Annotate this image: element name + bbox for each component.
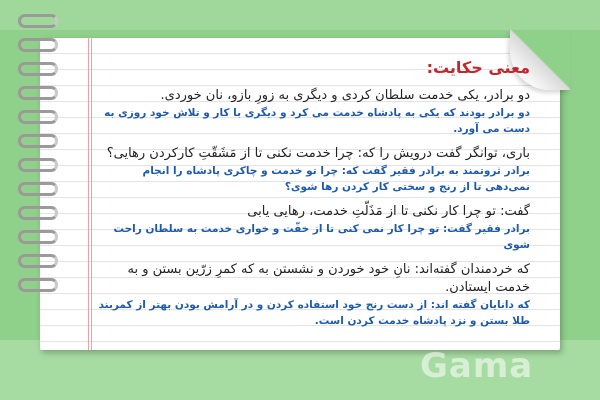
story-line-4: که خردمندان گفته‌اند: نانِ خود خوردن و نشستن به که کمرِ زرّین بستن و به خدمت ایستادن.: [127, 262, 530, 295]
page-title: معنی حکایت:: [426, 58, 530, 77]
gama-watermark-logo: Gama: [420, 346, 534, 386]
spiral-binding: [18, 10, 58, 310]
spiral-ring: [18, 206, 58, 220]
story-line-1: دو برادر، یکی خدمت سلطان کردی و دیگری به زورِ بازو، نان خوردی.: [160, 88, 530, 103]
meaning-line-4: که دانایان گفته اند: از دست رنج خود استفاده کردن و در آرامش بودن بهتر از کمربند طلا بستن و نزد پادشاه خدمت کردن است.: [98, 299, 530, 327]
meaning-line-2: برادر ثروتمند به برادر فقیر گفت که: چرا تو خدمت و چاکری پادشاه را انجام نمی‌دهی تا از رنج و سختی کار کردن رها شوی؟: [142, 165, 530, 193]
spiral-ring: [18, 230, 58, 244]
background-top-stripe: [0, 0, 600, 30]
spiral-ring: [18, 38, 58, 52]
spiral-ring: [18, 110, 58, 124]
meaning-line-3: برادر فقیر گفت: تو چرا کار نمی کنی تا از خفّت و خواری خدمت به سلطان راحت شوی: [113, 223, 530, 251]
margin-line: [88, 38, 89, 350]
spiral-ring: [18, 86, 58, 100]
spiral-ring: [18, 182, 58, 196]
spiral-ring: [18, 134, 58, 148]
spiral-ring: [18, 158, 58, 172]
story-content: [95, 58, 530, 338]
story-line-3: گفت: تو چرا کار نکنی تا از مَذَلّتِ خدمت، رهایی یابی: [247, 204, 530, 219]
spiral-ring: [18, 278, 58, 292]
spiral-ring: [18, 14, 58, 28]
story-line-2: باری، توانگر گفت درویش را که: چرا خدمت نکنی تا از مَشَقّتِ کارکردن رهایی؟: [106, 146, 530, 161]
margin-line-secondary: [91, 38, 92, 350]
spiral-ring: [18, 254, 58, 268]
spiral-ring: [18, 62, 58, 76]
meaning-line-1: دو برادر بودند که یکی به پادشاه خدمت می کرد و دیگری با کار و تلاش خود روزی به دست می آورد.: [104, 107, 530, 135]
